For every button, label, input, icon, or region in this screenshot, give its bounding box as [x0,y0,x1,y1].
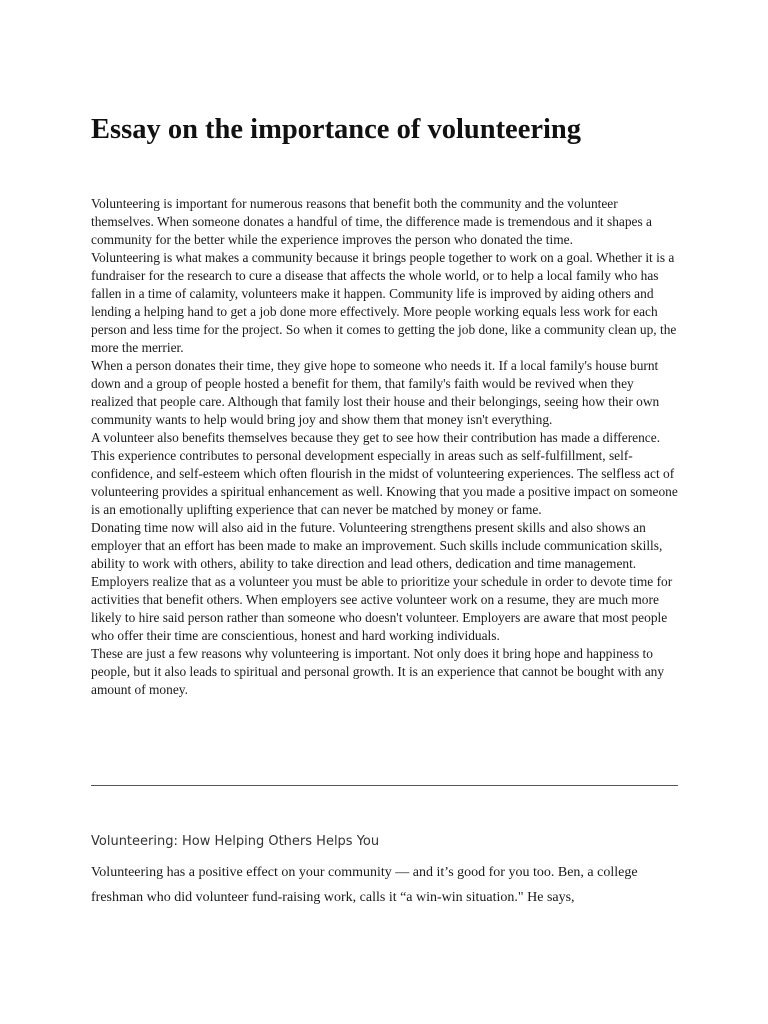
section-heading: Volunteering: How Helping Others Helps You [91,834,380,849]
essay-body [91,195,678,699]
paragraph: Volunteering has a positive effect on your community — and it’s good for you too. Ben, a college freshman who did volunteer fund-raising work, calls it “a win-win situation." He says, [91,865,638,905]
second-article-body [91,860,678,910]
paragraph: Donating time now will also aid in the future. Volunteering strengthens present skills and also shows an employer that an effort has been made to make an improvement. Such skills include communication skills, ability to work with others, ability to take direction and lead others, dedication and time management. Employers realize that as a volunteer you must be able to prioritize your schedule in order to devote time for activities that benefit others. When employers see active volunteer work on a resume, they are much more likely to hire said person rather than someone who doesn't volunteer. Employers are aware that most people who offer their time are conscientious, honest and hard working individuals. [91,520,673,643]
paragraph: These are just a few reasons why volunteering is important. Not only does it bring hope and happiness to people, but it also leads to spiritual and personal growth. It is an experience that cannot be bought with any amount of money. [91,646,665,697]
paragraph: Volunteering is what makes a community because it brings people together to work on a goal. Whether it is a fundraiser for the research to cure a disease that affects the whole world, or to help a local family who has fallen in a time of calamity, volunteers make it happen. Community life is improved by aiding others and lending a helping hand to get a job done more effectively. More people working equals less work for each person and less time for the project. So when it comes to getting the job done, like a community clean up, the more the merrier. [91,250,677,355]
horizontal-divider [91,785,678,786]
paragraph: Volunteering is important for numerous reasons that benefit both the community and the volunteer themselves. When someone donates a handful of time, the difference made is tremendous and it shapes a community for the better while the experience improves the person who donated the time. [91,196,652,247]
document-title: Essay on the importance of volunteering [91,114,582,145]
paragraph: When a person donates their time, they give hope to someone who needs it. If a local family's house burnt down and a group of people hosted a benefit for them, that family's faith would be revived when they realized that people care. Although that family lost their house and their belongings, seeing how their own community wants to help would bring joy and show them that money isn't everything. [91,358,660,427]
paragraph: A volunteer also benefits themselves because they get to see how their contribution has made a difference. This experience contributes to personal development especially in areas such as self-fulfillment, self-confidence, and self-esteem which often flourish in the midst of volunteering experiences. The selfless act of volunteering provides a spiritual enhancement as well. Knowing that you made a positive impact on someone is an emotionally uplifting experience that can never be matched by money or fame. [91,430,678,517]
